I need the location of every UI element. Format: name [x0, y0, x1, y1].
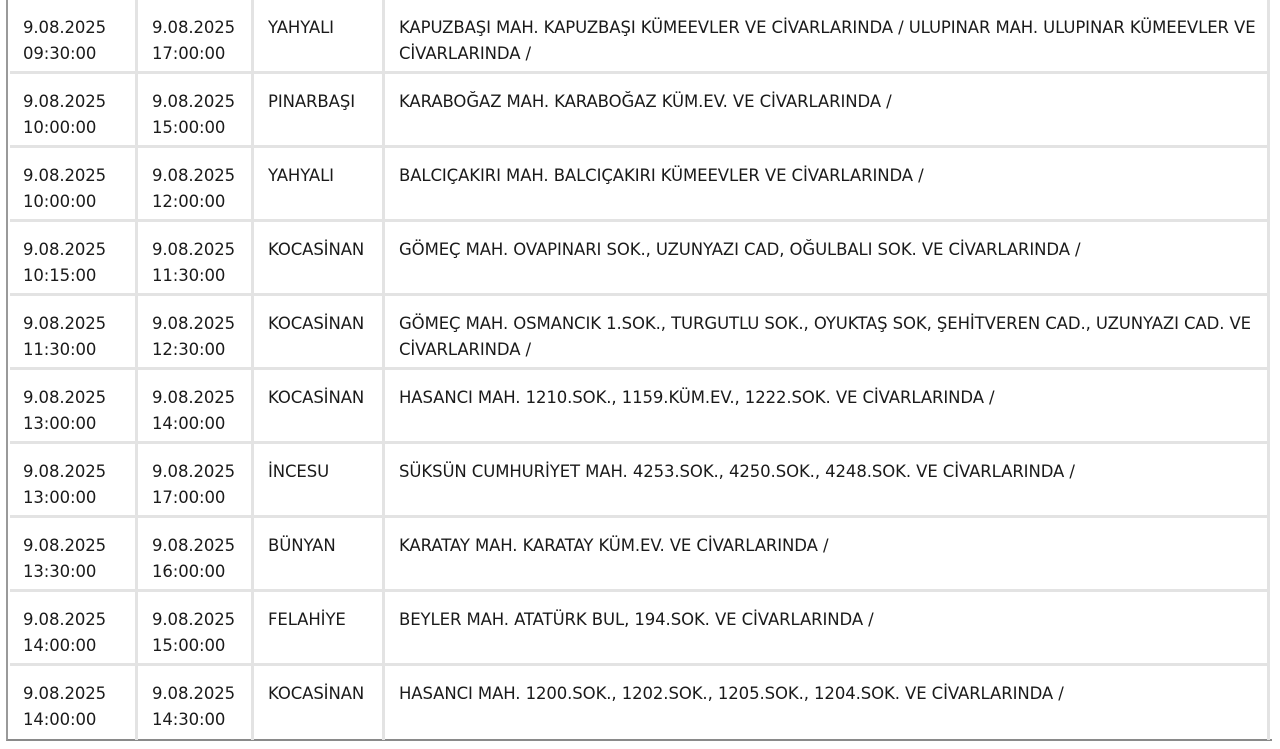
location-cell: SÜKSÜN CUMHURİYET MAH. 4253.SOK., 4250.SOK., 4248.SOK. VE CİVARLARINDA /	[385, 444, 1270, 518]
table-row	[10, 0, 1270, 74]
end-time: 12:00:00	[152, 192, 226, 211]
start-datetime-cell	[10, 296, 138, 370]
end-time: 17:00:00	[152, 488, 226, 507]
table-row	[10, 148, 1270, 222]
end-date: 9.08.2025	[152, 610, 236, 629]
location-cell: BEYLER MAH. ATATÜRK BUL, 194.SOK. VE CİVARLARINDA /	[385, 592, 1270, 666]
start-datetime-cell	[10, 148, 138, 222]
table-row	[10, 370, 1270, 444]
location-cell: GÖMEÇ MAH. OSMANCIK 1.SOK., TURGUTLU SOK., OYUKTAŞ SOK, ŞEHİTVEREN CAD., UZUNYAZI CAD. VE CİVARLARINDA /	[385, 296, 1270, 370]
district-cell: BÜNYAN	[254, 518, 385, 592]
start-time: 09:30:00	[23, 44, 97, 63]
end-datetime-cell	[138, 666, 254, 740]
start-date: 9.08.2025	[23, 536, 107, 555]
start-time: 14:00:00	[23, 636, 97, 655]
end-datetime-cell	[138, 74, 254, 148]
location-cell: HASANCI MAH. 1210.SOK., 1159.KÜM.EV., 1222.SOK. VE CİVARLARINDA /	[385, 370, 1270, 444]
start-time: 10:15:00	[23, 266, 97, 285]
end-date: 9.08.2025	[152, 18, 236, 37]
start-date: 9.08.2025	[23, 314, 107, 333]
end-time: 15:00:00	[152, 118, 226, 137]
table-row	[10, 666, 1270, 740]
end-datetime-cell	[138, 592, 254, 666]
start-time: 11:30:00	[23, 340, 97, 359]
end-date: 9.08.2025	[152, 240, 236, 259]
start-datetime-cell	[10, 518, 138, 592]
start-date: 9.08.2025	[23, 18, 107, 37]
start-date: 9.08.2025	[23, 166, 107, 185]
start-time: 13:00:00	[23, 488, 97, 507]
start-time: 13:30:00	[23, 562, 97, 581]
start-time: 13:00:00	[23, 414, 97, 433]
start-time: 10:00:00	[23, 118, 97, 137]
location-cell: GÖMEÇ MAH. OVAPINARI SOK., UZUNYAZI CAD, OĞULBALI SOK. VE CİVARLARINDA /	[385, 222, 1270, 296]
district-cell: KOCASİNAN	[254, 296, 385, 370]
district-cell: KOCASİNAN	[254, 222, 385, 296]
start-date: 9.08.2025	[23, 462, 107, 481]
start-date: 9.08.2025	[23, 240, 107, 259]
district-cell: YAHYALI	[254, 0, 385, 74]
location-cell: KAPUZBAŞI MAH. KAPUZBAŞI KÜMEEVLER VE CİVARLARINDA / ULUPINAR MAH. ULUPINAR KÜMEEVLER VE CİVARLARINDA /	[385, 0, 1270, 74]
table-row	[10, 74, 1270, 148]
end-datetime-cell	[138, 370, 254, 444]
end-date: 9.08.2025	[152, 536, 236, 555]
end-time: 14:30:00	[152, 710, 226, 729]
start-date: 9.08.2025	[23, 388, 107, 407]
end-datetime-cell	[138, 148, 254, 222]
end-time: 15:00:00	[152, 636, 226, 655]
location-cell: HASANCI MAH. 1200.SOK., 1202.SOK., 1205.SOK., 1204.SOK. VE CİVARLARINDA /	[385, 666, 1270, 740]
table-row	[10, 222, 1270, 296]
table-row	[10, 444, 1270, 518]
table-row	[10, 296, 1270, 370]
start-datetime-cell	[10, 592, 138, 666]
start-datetime-cell	[10, 0, 138, 74]
end-datetime-cell	[138, 444, 254, 518]
end-time: 12:30:00	[152, 340, 226, 359]
district-cell: FELAHİYE	[254, 592, 385, 666]
start-date: 9.08.2025	[23, 92, 107, 111]
start-date: 9.08.2025	[23, 610, 107, 629]
table-row	[10, 518, 1270, 592]
start-datetime-cell	[10, 222, 138, 296]
end-time: 16:00:00	[152, 562, 226, 581]
district-cell: KOCASİNAN	[254, 370, 385, 444]
start-datetime-cell	[10, 370, 138, 444]
end-date: 9.08.2025	[152, 388, 236, 407]
start-datetime-cell	[10, 74, 138, 148]
location-cell: KARABOĞAZ MAH. KARABOĞAZ KÜM.EV. VE CİVARLARINDA /	[385, 74, 1270, 148]
location-cell: BALCIÇAKIRI MAH. BALCIÇAKIRI KÜMEEVLER VE CİVARLARINDA /	[385, 148, 1270, 222]
district-cell: YAHYALI	[254, 148, 385, 222]
start-time: 10:00:00	[23, 192, 97, 211]
district-cell: PINARBAŞI	[254, 74, 385, 148]
end-date: 9.08.2025	[152, 462, 236, 481]
end-date: 9.08.2025	[152, 684, 236, 703]
outage-schedule-table	[10, 0, 1270, 740]
location-cell: KARATAY MAH. KARATAY KÜM.EV. VE CİVARLARINDA /	[385, 518, 1270, 592]
end-datetime-cell	[138, 518, 254, 592]
end-date: 9.08.2025	[152, 314, 236, 333]
start-datetime-cell	[10, 666, 138, 740]
end-datetime-cell	[138, 0, 254, 74]
end-date: 9.08.2025	[152, 92, 236, 111]
table-row	[10, 592, 1270, 666]
start-time: 14:00:00	[23, 710, 97, 729]
end-time: 17:00:00	[152, 44, 226, 63]
end-time: 14:00:00	[152, 414, 226, 433]
district-cell: KOCASİNAN	[254, 666, 385, 740]
end-datetime-cell	[138, 222, 254, 296]
end-datetime-cell	[138, 296, 254, 370]
end-date: 9.08.2025	[152, 166, 236, 185]
end-time: 11:30:00	[152, 266, 226, 285]
start-date: 9.08.2025	[23, 684, 107, 703]
start-datetime-cell	[10, 444, 138, 518]
district-cell: İNCESU	[254, 444, 385, 518]
